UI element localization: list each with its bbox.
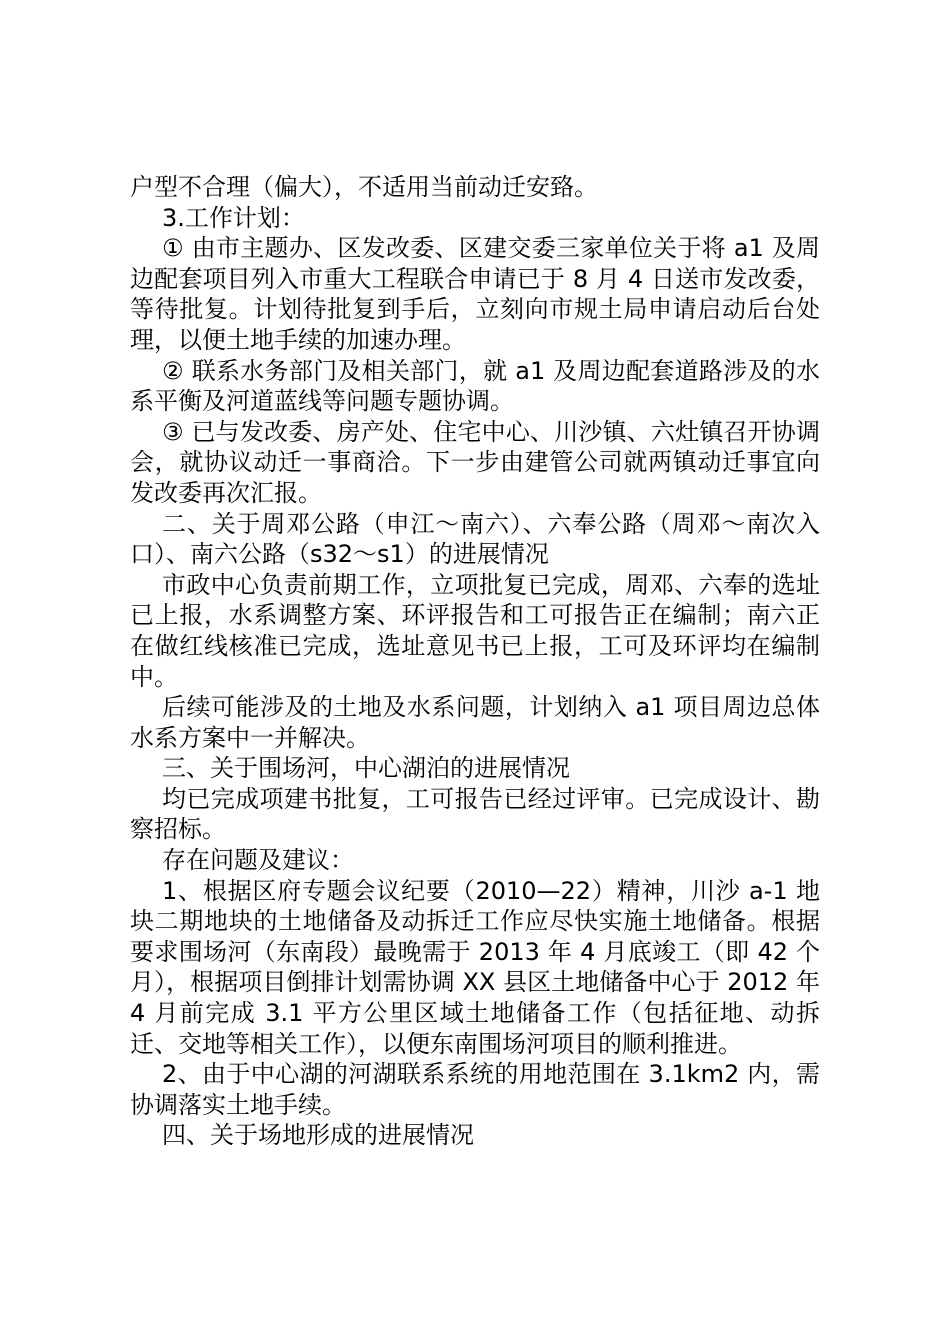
section-heading-site-formation: 四、关于场地形成的进展情况 (162, 1121, 474, 1150)
subheading-issues: 存在问题及建议： (162, 846, 354, 875)
paragraph-issue-1: 1、根据区府专题会议纪要（2010—22）精神，川沙 a-1 地块二期地块的土地储备及动拆迁工作应尽快实施土地储备。根据要求围场河（东南段）最晚需于 2013 年 4 月底竣工（即 42 个月），根据项目倒排计划需协调 XX 县区土地储备中心于 2012 年 4 月前完成 3.1 平方公里区域土地储备工作（包括征地、动拆迁、交地等相关工作），以便东南围场河项目的顺利推进。 (130, 876, 820, 1058)
paragraph-roads-followup: 后续可能涉及的土地及水系问题，计划纳入 a1 项目周边总体水系方案中一并解决。 (130, 693, 820, 752)
paragraph-plan-item-3: ③ 已与发改委、房产处、住宅中心、川沙镇、六灶镇召开协调会，就协议动迁一事商洽。下一步由建管公司就两镇动迁事宜向发改委再次汇报。 (130, 417, 820, 507)
section-heading-roads: 二、关于周邓公路（申江～南六）、六奉公路（周邓～南次入口）、南六公路（s32～s1）的进展情况 (130, 509, 820, 569)
document-page (130, 172, 820, 1151)
paragraph-plan-item-1: ① 由市主题办、区发改委、区建交委三家单位关于将 a1 及周边配套项目列入市重大工程联合申请已于 8 月 4 日送市发改委，等待批复。计划待批复到手后，立刻向市规土局申请启动后台处理，以便土地手续的加速办理。 (130, 234, 820, 354)
paragraph-continuation: 户型不合理（偏大），不适用当前动迁安臵。 (130, 173, 598, 201)
paragraph-river-lake-progress: 均已完成项建书批复，工可报告已经过评审。已完成设计、勘察招标。 (130, 784, 820, 844)
paragraph-roads-progress: 市政中心负责前期工作，立项批复已完成，周邓、六奉的选址已上报，水系调整方案、环评报告和工可报告正在编制；南六正在做红线核准已完成，选址意见书已上报，工可及环评均在编制中。 (130, 570, 820, 691)
section-heading-river-lake: 三、关于围场河，中心湖泊的进展情况 (162, 754, 570, 783)
paragraph-issue-2: 2、由于中心湖的河湖联系系统的用地范围在 3.1km2 内，需协调落实土地手续。 (130, 1060, 820, 1119)
paragraph-plan-item-2: ② 联系水务部门及相关部门，就 a1 及周边配套道路涉及的水系平衡及河道蓝线等问题专题协调。 (130, 356, 820, 416)
section-heading-work-plan: 3.工作计划： (162, 203, 305, 232)
